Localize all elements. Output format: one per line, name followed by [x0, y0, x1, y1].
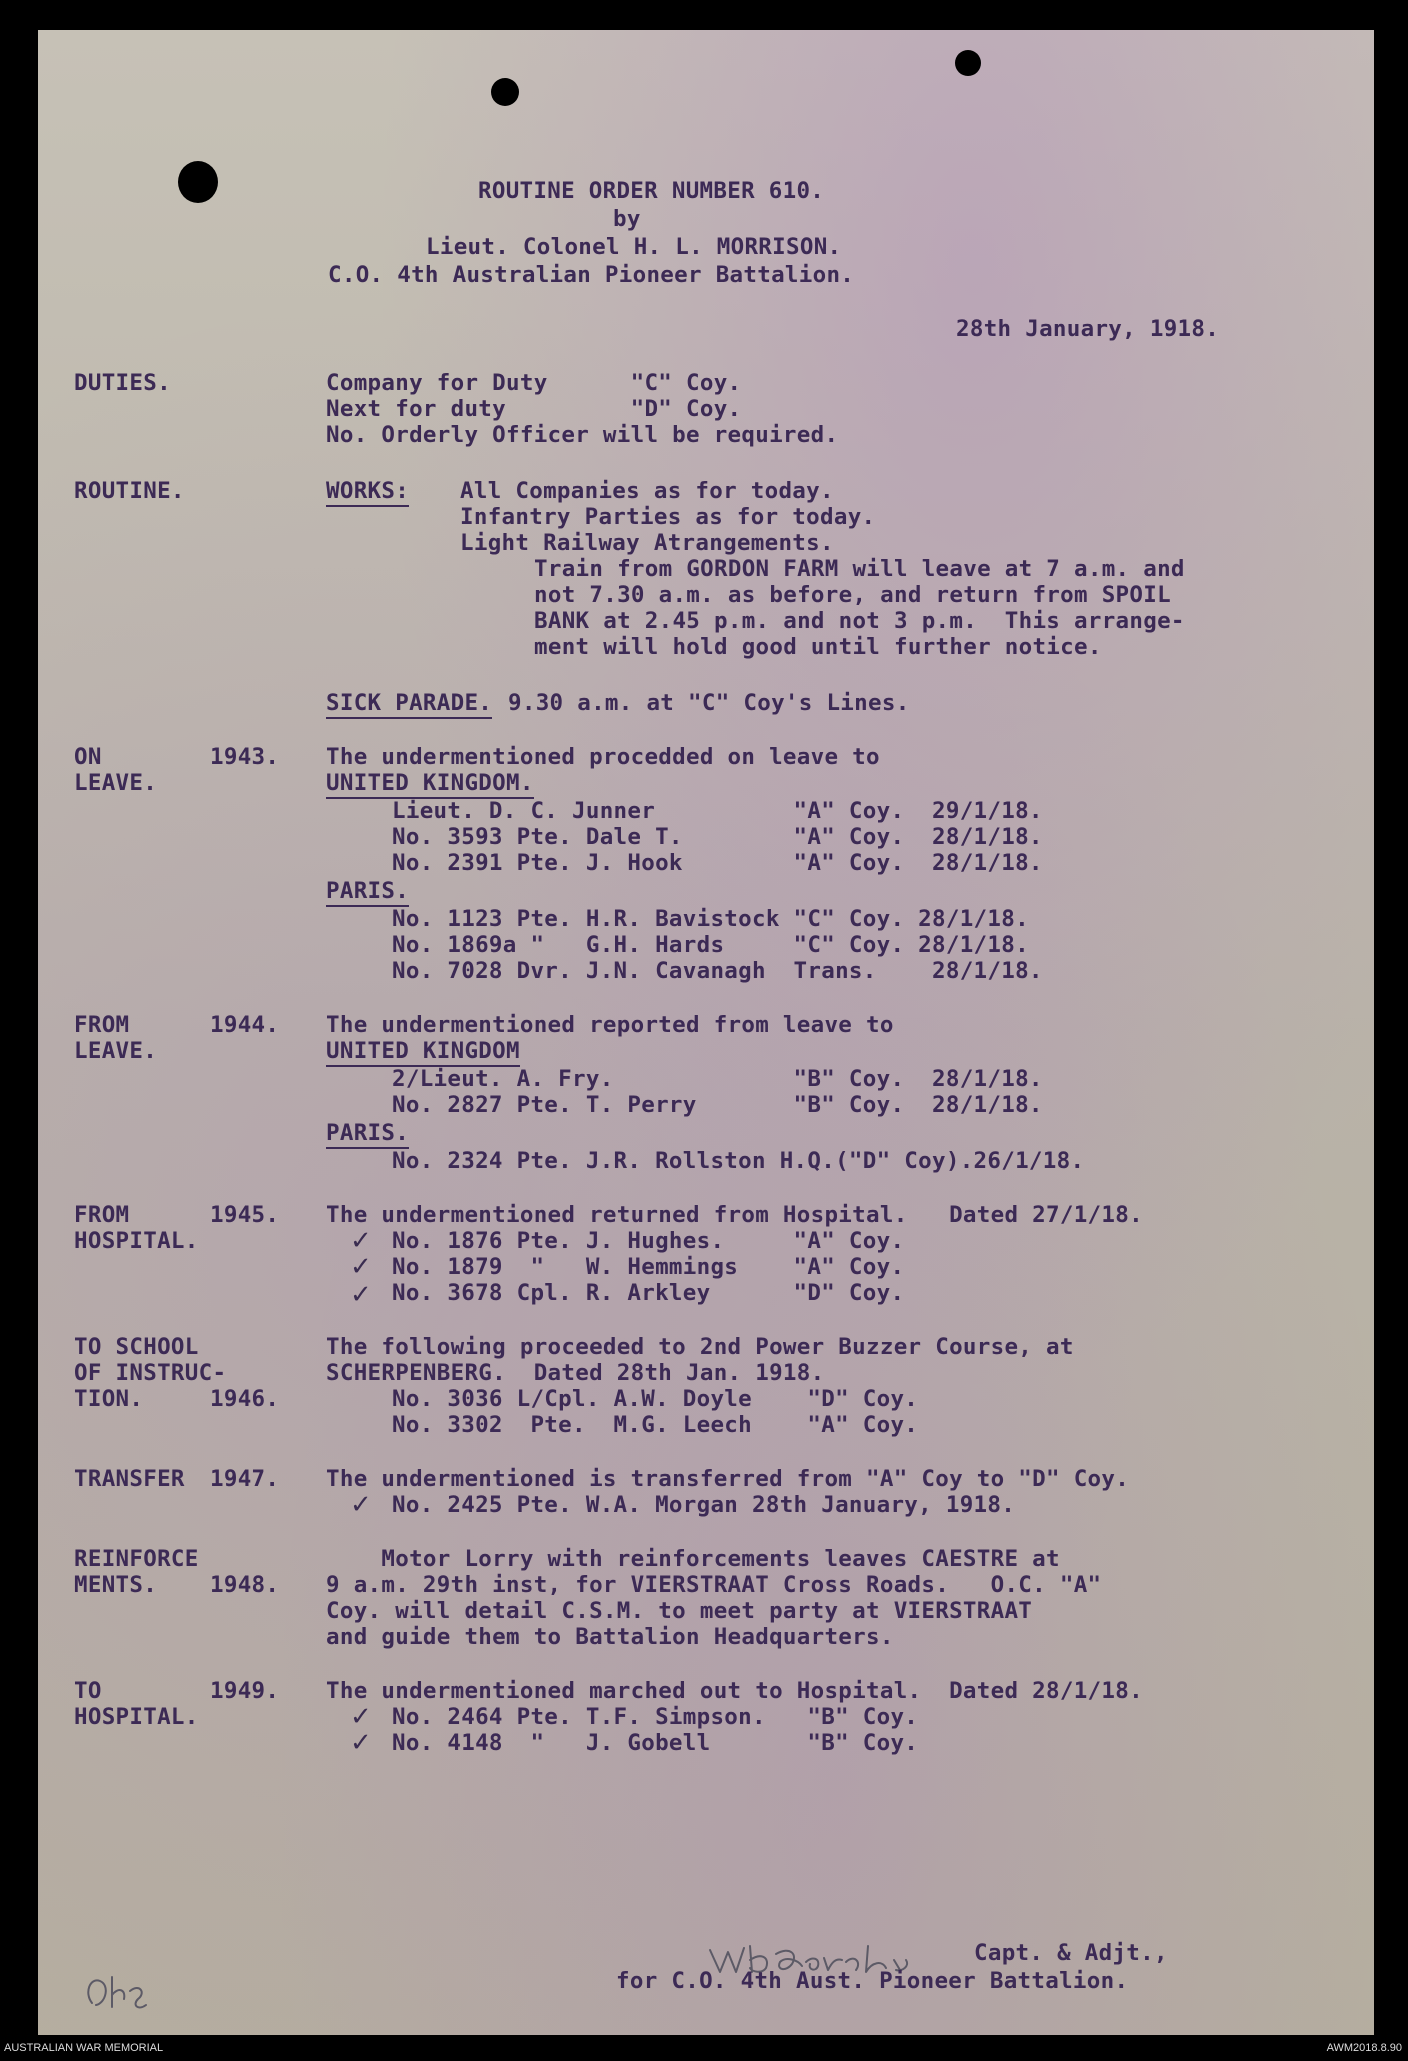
to-hospital-heading: HOSPITAL.: [74, 1704, 199, 1730]
hospital-entry: No. 4148 " J. Gobell "B" Coy.: [392, 1730, 919, 1756]
leave-entry: No. 2324 Pte. J.R. Rollston H.Q.("D" Coy).26/1/18.: [392, 1148, 1085, 1174]
works-line: Light Railway Atrangements.: [460, 530, 834, 556]
leave-entry: No. 2391 Pte. J. Hook "A" Coy. 28/1/18.: [392, 850, 1043, 876]
reinforcements-heading: MENTS.: [74, 1572, 158, 1598]
check-mark-icon: ✓: [350, 1226, 373, 1256]
check-mark-icon: ✓: [350, 1490, 373, 1520]
train-line: Train from GORDON FARM will leave at 7 a.m. and: [534, 556, 1185, 582]
order-officer: Lieut. Colonel H. L. MORRISON.: [426, 234, 842, 260]
order-item-number: 1945.: [210, 1202, 280, 1228]
school-heading: TO SCHOOL: [74, 1334, 199, 1360]
from-hospital-heading: FROM: [74, 1202, 130, 1228]
hospital-entry: No. 1876 Pte. J. Hughes. "A" Coy.: [392, 1228, 905, 1254]
duties-heading: DUTIES.: [74, 370, 171, 396]
to-hospital-intro: The undermentioned marched out to Hospital. Dated 28/1/18.: [326, 1678, 1143, 1704]
order-item-number: 1949.: [210, 1678, 280, 1704]
school-intro: SCHERPENBERG. Dated 28th Jan. 1918.: [326, 1360, 825, 1386]
transfer-entry: No. 2425 Pte. W.A. Morgan 28th January, 1918.: [392, 1492, 1016, 1518]
train-line: not 7.30 a.m. as before, and return from SPOIL: [534, 582, 1171, 608]
school-intro: The following proceeded to 2nd Power Buzzer Course, at: [326, 1334, 1074, 1360]
from-leave-heading: LEAVE.: [74, 1038, 158, 1064]
leave-entry: Lieut. D. C. Junner "A" Coy. 29/1/18.: [392, 798, 1043, 824]
order-title: ROUTINE ORDER NUMBER 610.: [478, 178, 825, 204]
reinforcements-heading: REINFORCE: [74, 1546, 199, 1572]
school-heading: OF INSTRUC-: [74, 1360, 227, 1386]
works-label: WORKS:: [326, 478, 409, 507]
reinforcements-line: Coy. will detail C.S.M. to meet party at VIERSTRAAT: [326, 1598, 1033, 1624]
leave-entry: No. 1123 Pte. H.R. Bavistock "C" Coy. 28/1/18.: [392, 906, 1029, 932]
check-mark-icon: ✓: [350, 1728, 373, 1758]
reinforcements-line: and guide them to Battalion Headquarters.: [326, 1624, 894, 1650]
reinforcements-line: Motor Lorry with reinforcements leaves CAESTRE at: [326, 1546, 1060, 1572]
leave-entry: 2/Lieut. A. Fry. "B" Coy. 28/1/18.: [392, 1066, 1043, 1092]
school-entry: No. 3302 Pte. M.G. Leech "A" Coy.: [392, 1412, 919, 1438]
document-sheet: [38, 30, 1374, 2035]
works-line: All Companies as for today.: [460, 478, 834, 504]
sick-parade-text: 9.30 a.m. at "C" Coy's Lines.: [508, 690, 910, 716]
hospital-entry: No. 3678 Cpl. R. Arkley "D" Coy.: [392, 1280, 905, 1306]
duties-line: Next for duty "D" Coy.: [326, 396, 742, 422]
to-hospital-heading: TO: [74, 1678, 102, 1704]
uk-label: UNITED KINGDOM: [326, 1038, 520, 1067]
signoff-title: Capt. & Adjt.,: [974, 1940, 1168, 1966]
school-heading: TION.: [74, 1386, 144, 1412]
hospital-entry: No. 1879 " W. Hemmings "A" Coy.: [392, 1254, 905, 1280]
sick-parade-label: SICK PARADE.: [326, 690, 492, 719]
check-mark-icon: ✓: [350, 1280, 373, 1310]
from-hospital-heading: HOSPITAL.: [74, 1228, 199, 1254]
reinforcements-line: 9 a.m. 29th inst, for VIERSTRAAT Cross Roads. O.C. "A": [326, 1572, 1102, 1598]
order-item-number: 1943.: [210, 744, 280, 770]
works-line: Infantry Parties as for today.: [460, 504, 876, 530]
archive-reference: AWM2018.8.90: [1326, 2042, 1402, 2054]
hospital-entry: No. 2464 Pte. T.F. Simpson. "B" Coy.: [392, 1704, 919, 1730]
on-leave-intro: The undermentioned procedded on leave to: [326, 744, 880, 770]
leave-entry: No. 2827 Pte. T. Perry "B" Coy. 28/1/18.: [392, 1092, 1043, 1118]
duties-line: Company for Duty "C" Coy.: [326, 370, 742, 396]
leave-entry: No. 1869a " G.H. Hards "C" Coy. 28/1/18.: [392, 932, 1029, 958]
from-leave-intro: The undermentioned reported from leave to: [326, 1012, 894, 1038]
from-leave-heading: FROM: [74, 1012, 130, 1038]
train-line: ment will hold good until further notice.: [534, 634, 1102, 660]
routine-heading: ROUTINE.: [74, 478, 185, 504]
paris-label: PARIS.: [326, 1120, 409, 1149]
order-item-number: 1948.: [210, 1572, 280, 1598]
paris-label: PARIS.: [326, 878, 409, 907]
on-leave-heading: LEAVE.: [74, 770, 158, 796]
uk-label: UNITED KINGDOM.: [326, 770, 534, 799]
transfer-intro: The undermentioned is transferred from "A" Coy to "D" Coy.: [326, 1466, 1130, 1492]
from-hospital-intro: The undermentioned returned from Hospital. Dated 27/1/18.: [326, 1202, 1143, 1228]
order-item-number: 1944.: [210, 1012, 280, 1038]
signoff-for: for C.O. 4th Aust. Pioneer Battalion.: [616, 1968, 1129, 1994]
on-leave-heading: ON: [74, 744, 102, 770]
leave-entry: No. 3593 Pte. Dale T. "A" Coy. 28/1/18.: [392, 824, 1043, 850]
handwritten-initials: [82, 1967, 152, 2015]
order-unit: C.O. 4th Australian Pioneer Battalion.: [328, 262, 855, 288]
school-entry: No. 3036 L/Cpl. A.W. Doyle "D" Coy.: [392, 1386, 919, 1412]
leave-entry: No. 7028 Dvr. J.N. Cavanagh Trans. 28/1/18.: [392, 958, 1043, 984]
order-item-number: 1947.: [210, 1466, 280, 1492]
transfer-heading: TRANSFER: [74, 1466, 185, 1492]
archive-credit: AUSTRALIAN WAR MEMORIAL: [4, 2042, 164, 2054]
routine-order-text: [38, 30, 1374, 2035]
train-line: BANK at 2.45 p.m. and not 3 p.m. This arrange-: [534, 608, 1185, 634]
order-date: 28th January, 1918.: [956, 316, 1220, 342]
order-by: by: [613, 206, 641, 232]
check-mark-icon: ✓: [350, 1702, 373, 1732]
order-item-number: 1946.: [210, 1386, 280, 1412]
duties-line: No. Orderly Officer will be required.: [326, 422, 839, 448]
check-mark-icon: ✓: [350, 1252, 373, 1282]
